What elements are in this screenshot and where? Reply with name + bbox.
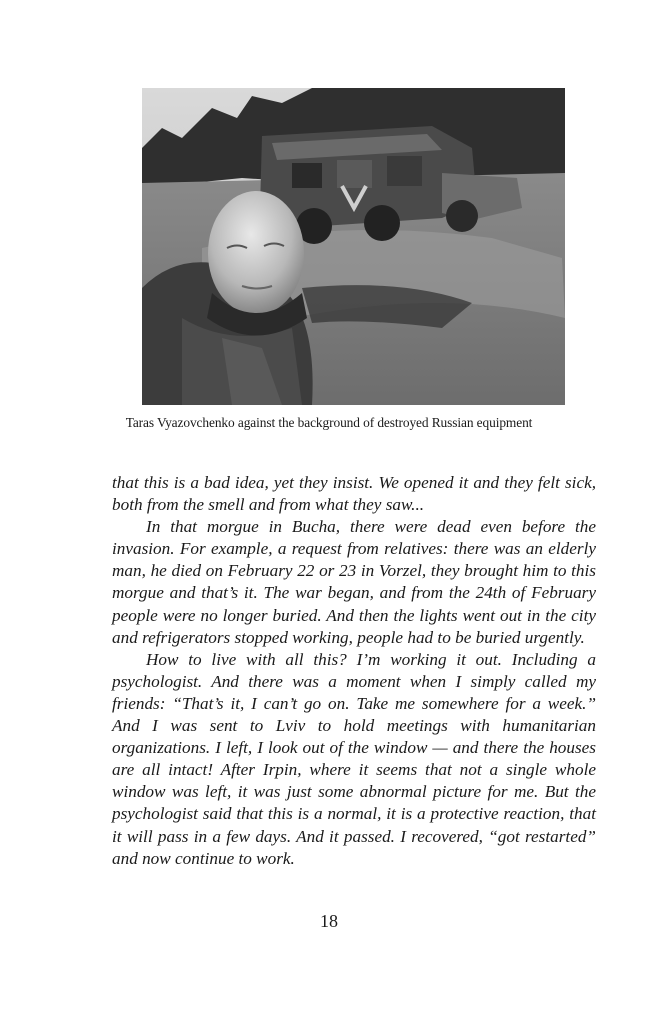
body-text — [112, 472, 596, 870]
page-number: 18 — [320, 911, 338, 931]
paragraph: that this is a bad idea, yet they insist. We opened it and they felt sick, both from the smell and from what they saw... — [112, 473, 596, 515]
photo — [142, 88, 565, 405]
photo-caption: Taras Vyazovchenko against the background of destroyed Russian equipment — [125, 415, 533, 430]
paragraph: In that morgue in Bucha, there were dead even before the invasion. For example, a request from relatives: there was an elderly man, he died on February 22 or 23 in Vorzel, they brought him to this morgue and that’s it. The war began, and from the 24th of February people were no longer buried. And then the lights went out in the city and refrigerators stopped working, people had to be buried urgently. — [112, 517, 596, 647]
paragraph: How to live with all this? I’m working it out. Including a psychologist. And there was a moment when I simply called my friends: “That’s it, I can’t go on. Take me somewhere for a week.” And I was sent to Lviv to hold meetings with humanitarian organizations. I left, I look out of the window — and there the houses are all intact! After Irpin, where it seems that not a single whole window was left, it was just some abnormal picture for me. But the psychologist said that this is a normal, it is a protective reaction, that it will pass in a few days. And it passed. I recovered, “got restarted” and now continue to work. — [112, 649, 596, 868]
